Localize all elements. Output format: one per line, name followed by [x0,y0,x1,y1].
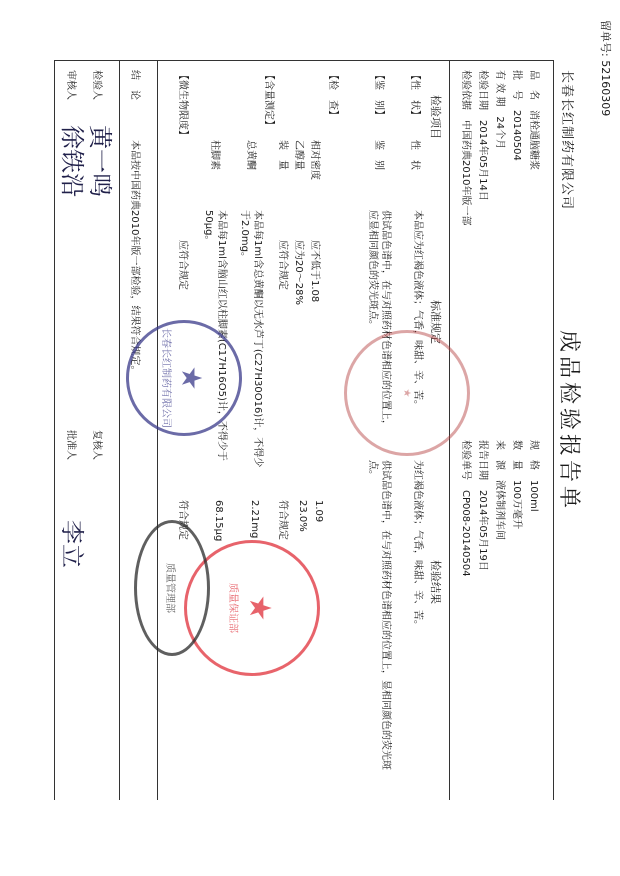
row-result: 1.09 [313,500,324,523]
row-standard: 本品每1ml含总黄酮以无水芦丁(C27H30O16)计，不得少于2.0mg。 [239,210,263,468]
row-standard: 本品每1ml含脑山红以柱脚素(C17H16O5)计，不得少于50μg。 [203,210,227,461]
field-source: 来 源 液体制剂车间 [494,440,505,540]
col-standard-header: 标准规定 [429,300,442,344]
company-seal: ★ 长春长红制药有限公司 [126,320,242,436]
field-report-no: 检验单号 CP008-20140504 [460,440,471,577]
serial-number: 留单号: 52160309 [599,20,612,117]
row-standard: 应为20～28% [293,240,304,305]
row-item: 柱脚素 [209,140,220,170]
field-name: 品 名 消栓通脑糖浆 [528,70,539,170]
row-result: 68.15μg [213,500,224,542]
field-quantity: 数 量 100万毫升 [511,440,522,530]
section-content: 【含量测定】 [263,70,274,130]
conclusion-label: 结 论 [129,70,140,100]
row-result: 符合规定 [177,500,188,540]
section-micro: 【微生物限度】 [177,70,188,140]
row-result: 2.21mg [249,500,260,539]
fields-left [457,70,542,225]
row-result: 23.0% [297,500,308,532]
qm-seal: 质量管理部 [134,520,210,656]
row-result: 供试品色谱中，在与对照药材色谱相应的位置上，显相同颜色的荧光斑点。 [367,460,391,770]
field-report-date: 报告日期 2014年05月19日 [477,440,488,571]
reviewer-label: 审核人 [65,70,76,100]
section-identification: 【鉴 别】 [373,70,384,120]
row-item: 性 状 [409,140,420,170]
fields-right [457,440,542,577]
row-result: 符合规定 [277,500,288,540]
report-title: 成品检验报告单 [556,330,581,513]
row-standard: 供试品色谱中，在与对照药材色谱相应的位置上，应显相同颜色的荧光斑点。 [367,210,391,430]
reviewer-signature: 徐铁沿 [58,125,86,197]
frame-top [553,60,554,800]
checker-label: 复核人 [91,430,102,460]
frame-bottom [54,60,55,800]
qa-seal: ★ 质量保证部 [184,540,320,676]
row-standard: 本品应为红褐色液体；气香，味甜、辛、苦。 [412,210,423,410]
row-item: 总黄酮 [245,140,256,170]
row-item: 装 量 [277,140,288,170]
section-traits: 【性 状】 [409,70,420,120]
row-item: 鉴 别 [373,140,384,170]
section-inspection: 【检 查】 [327,70,338,120]
field-batch: 批 号 20140504 [511,70,522,161]
inspector-label: 检验人 [91,70,102,100]
approver-label: 批准人 [65,430,76,460]
field-spec: 规 格 100ml [528,440,539,512]
field-basis: 检验依据 中国药典2010年版一部 [460,70,471,226]
row-result: 为红褐色液体；气香，味甜、辛、苦。 [412,460,423,630]
field-test-date: 检验日期 2014年05月14日 [477,70,488,201]
row-item: 乙醇量 [293,140,304,170]
col-result-header: 检验结果 [429,560,442,604]
conclusion-text: 本品按中国药典2010年版一部检验，结果符合规定。 [129,140,140,376]
row-standard: 应不低于1.08 [309,240,320,303]
approver-signature: 李立 [58,520,86,568]
row-item: 相对密度 [309,140,320,180]
field-expiry: 有 效 期 24个月 [494,70,505,150]
company-seal-top: ★ [344,330,470,456]
col-item-header: 检验项目 [429,95,442,139]
row-standard: 应符合规定 [277,240,288,290]
frame-left [54,60,554,61]
row-standard: 应符合规定 [177,240,188,290]
company-name: 长春长红制药有限公司 [559,70,574,211]
inspector-signature: 黄一鸣 [86,125,114,197]
